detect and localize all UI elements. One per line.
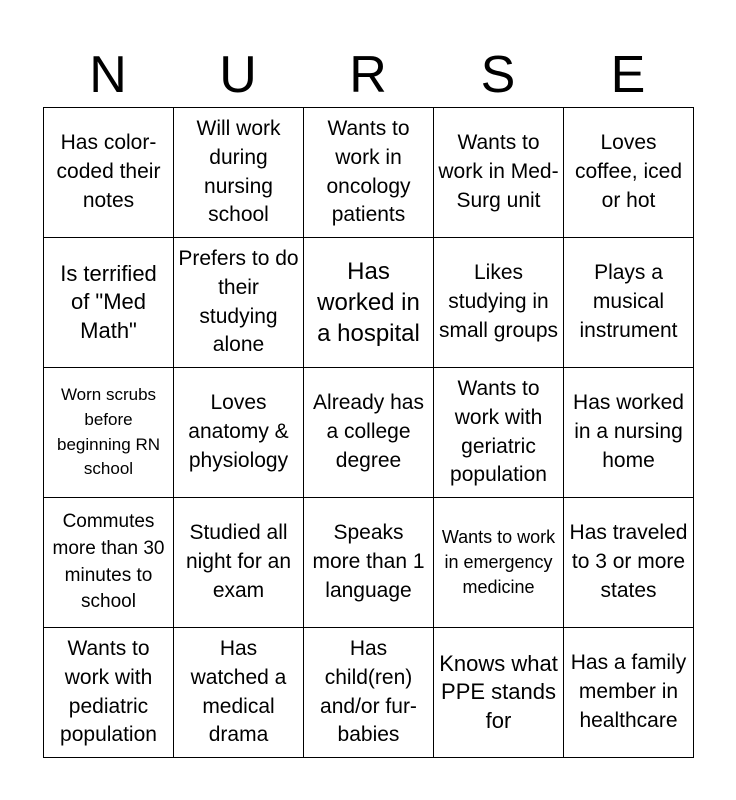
bingo-cell[interactable]: Wants to work with geriatric population [434,368,564,498]
bingo-cell[interactable]: Has child(ren) and/or fur-babies [304,628,434,758]
bingo-cell[interactable]: Wants to work with pediatric population [44,628,174,758]
bingo-cell[interactable]: Has color-coded their notes [44,108,174,238]
bingo-cell[interactable]: Commutes more than 30 minutes to school [44,498,174,628]
bingo-cell[interactable]: Is terrified of "Med Math" [44,238,174,368]
header-letter-n: N [89,46,127,104]
bingo-cell[interactable]: Wants to work in Med-Surg unit [434,108,564,238]
bingo-cell[interactable]: Loves coffee, iced or hot [564,108,694,238]
header-letter-s: S [480,46,516,104]
bingo-board [43,107,694,758]
bingo-cell[interactable]: Prefers to do their studying alone [174,238,304,368]
bingo-cell[interactable]: Has worked in a hospital [304,238,434,368]
bingo-cell[interactable]: Has a family member in healthcare [564,628,694,758]
bingo-cell[interactable]: Plays a musical instrument [564,238,694,368]
bingo-header [43,44,693,106]
bingo-cell[interactable]: Has watched a medical drama [174,628,304,758]
header-letter-r: R [349,46,387,104]
bingo-cell[interactable]: Knows what PPE stands for [434,628,564,758]
bingo-cell[interactable]: Speaks more than 1 language [304,498,434,628]
header-letter-e: E [610,46,646,104]
bingo-cell[interactable]: Loves anatomy & physiology [174,368,304,498]
bingo-cell[interactable]: Wants to work in emergency medicine [434,498,564,628]
bingo-cell[interactable]: Likes studying in small groups [434,238,564,368]
bingo-cell[interactable]: Has traveled to 3 or more states [564,498,694,628]
bingo-cell[interactable]: Will work during nursing school [174,108,304,238]
bingo-cell[interactable]: Wants to work in oncology patients [304,108,434,238]
bingo-cell[interactable]: Worn scrubs before beginning RN school [44,368,174,498]
bingo-cell[interactable]: Has worked in a nursing home [564,368,694,498]
header-letter-u: U [219,46,257,104]
bingo-cell[interactable]: Already has a college degree [304,368,434,498]
bingo-cell[interactable]: Studied all night for an exam [174,498,304,628]
